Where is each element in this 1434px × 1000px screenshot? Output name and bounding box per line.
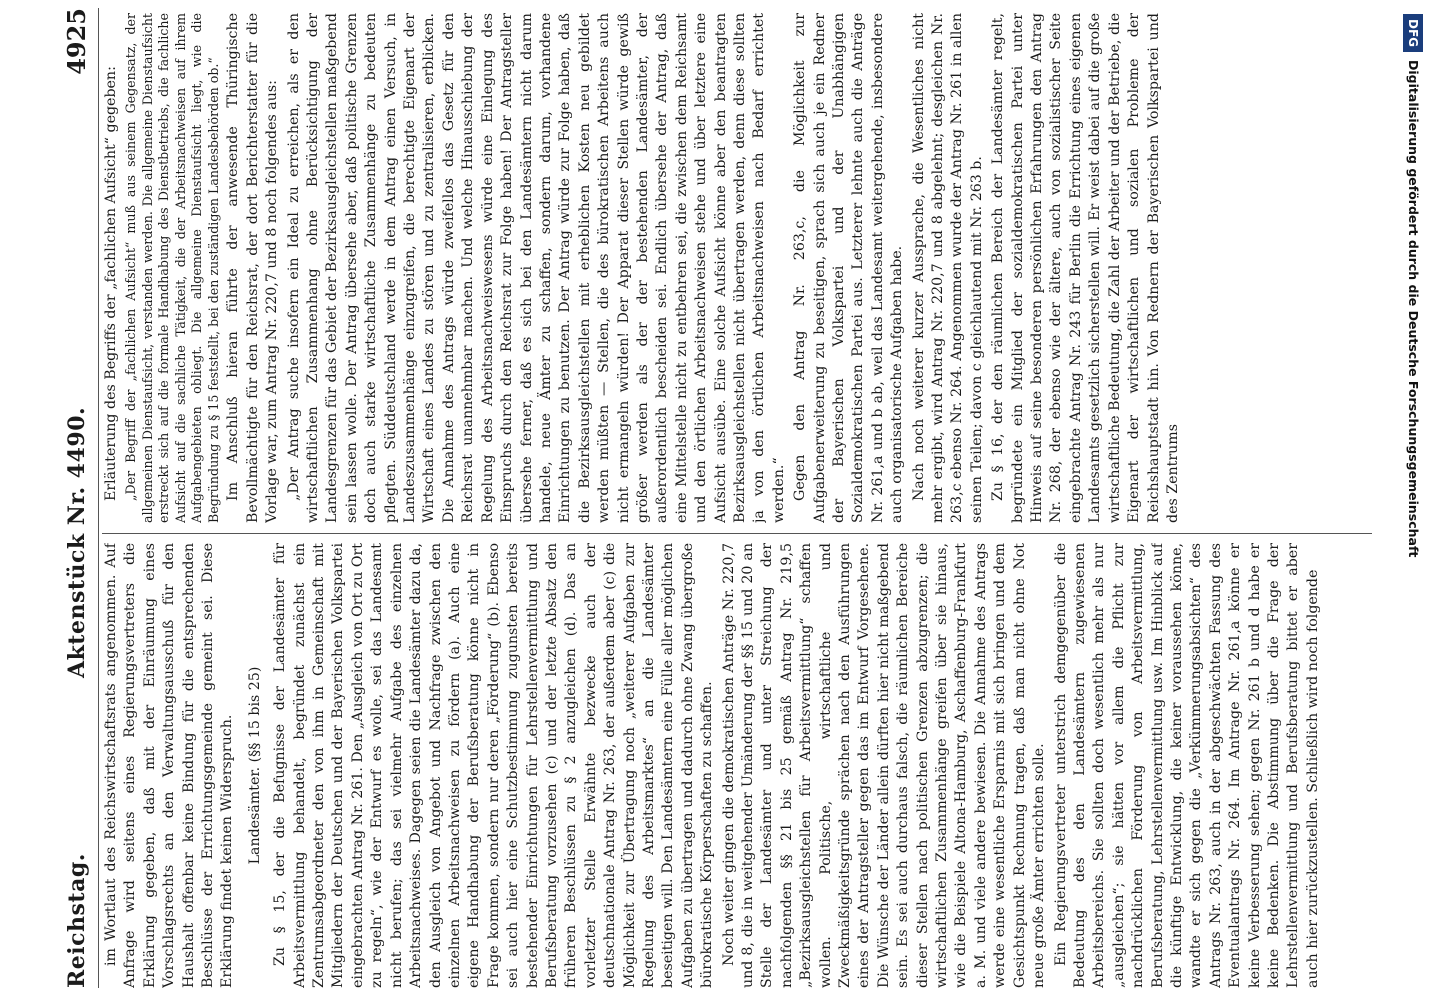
dfg-logo: DFG [1403,14,1423,52]
paragraph: Zu § 16, der den räumlichen Bereich der Landesämter regelt, begründete ein Mitglied der sozialdemokratischen Partei unter Hinweis auf seine besonderen persönlichen Erfahrungen den Antrag Nr. 268, der ebenso wie der ältere, auch von sozialistischer Seite eingebrachte Antrag Nr. 243 für Berlin die Errichtung eines eigenen Landesamts gesetzlich sicherstellen will. Er weist dabei auf die große wirtschaftliche Bedeutung, die Zahl der Arbeiter und der Betriebe, die Eigenart der wirtschaftlichen und sozialen Probleme der Reichshauptstadt hin. Von Rednern der Bayerischen Volkspartei und des Zentrums [990,13,1181,523]
paragraph: Ein Regierungsvertreter unterstrich demgegenüber die Bedeutung des den Landesämtern zugewiesenen Arbeitsbereichs. Sie sollten doch wesentlich mehr als nur „ausgleichen“; sie hätten vor allem die Pflicht zur nachdrücklichen Förderung von Arbeitsvermittlung, Berufsberatung, Lehrstellenvermittlung usw. Im Hinblick auf die künftige Entwicklung, die keiner voraussehen könne, wandte er sich gegen die „Verkümmerungsabsichten“ des Antrags Nr. 263, auch in der abgeschwächten Fassung des Eventualantrags Nr. 264. Im Antrage Nr. 261,a könne er keine Verbesserung sehen; gegen Nr. 261 b und d habe er keine Bedenken. Die Abstimmung über die Frage der Lehrstellenvermittlung und Berufsberatung bittet er aber auch hier zurückzustellen. Schließlich wird noch folgende [1052,543,1321,988]
digitization-credit [1400,14,1430,974]
paragraph: Nach noch weiterer kurzer Aussprache, die Wesentliches nicht mehr ergibt, wird Antrag Nr. 220,7 und 8 abgelehnt; desgleichen Nr. 263,c ebenso Nr. 264. Angenommen wurde der Antrag Nr. 261 in allen seinen Teilen; davon c gleichlautend mit Nr. 263 b. [910,13,985,523]
quoted-definition: „Der Begriff der „fachlichen Aufsicht“ muß aus seinem Gegensatz, der allgemeinen Dienstaufsicht, verstanden werden. Die allgemeine Dienstaufsicht erstreckt sich auf die formale Handhabung des Dienstbetriebs, die fachliche Aufsicht auf die sachliche Tätigkeit, die der Arbeitsnachweisen auf ihrem Aufgabengebieten obliegt. Die allgemeine Dienstaufsicht liegt, wie die Begründung zu § 15 feststellt, bei den zuständigen Landesbehörden ob.“ [123,13,221,523]
paragraph: Im Anschluß hieran führte der anwesende Thüringische Bevollmächtigte für den Reichsrat, der dort Berichterstatter für die Vorlage war, zum Antrag Nr. 220,7 und 8 noch folgendes aus: [225,13,281,523]
paragraph: im Wortlaut des Reichswirtschaftsrats angenommen. Auf Anfrage wird seitens eines Regierungsvertreters die Erklärung gegeben, daß mit der Einräumung eines Vorschlagsrechts an den Verwaltungsausschuß für den Haushalt offenbar keine Bindung für die entsprechenden Beschlüsse der Errichtungsgemeinde gemeint sei. Diese Erklärung findet keinen Widerspruch. [103,543,236,988]
paragraph: Erläuterung des Begriffs der „fachlichen Aufsicht“ gegeben: [103,66,119,501]
page-number: 4925 [62,8,91,75]
paragraph: Gegen den Antrag Nr. 263,c, die Möglichkeit zur Aufgabenerweiterung zu beseitigen, sprach sich auch je ein Redner der Bayerischen Volkspartei und der Unabhängigen Sozialdemokratischen Partei aus. Letzterer lehnte auch die Anträge Nr. 261,a und b ab, weil das Landesamt weitergehende, insbesondere auch organisatorische Aufgaben habe. [792,13,906,523]
left-column [102,543,1382,988]
paragraph: Noch weiter gingen die demokratischen Anträge Nr. 220,7 und 8, die in weitgehender Umänderung der §§ 15 und 20 an Stelle der Landesämter und unter Streichung der nachfolgenden §§ 21 bis 25 gemäß Antrag Nr. 219,5 „Bezirksausgleichstellen für Arbeitsvermittlung“ schaffen wollen. Politische, wirtschaftliche und Zweckmäßigkeitsgründe sprächen nach den Ausführungen eines der Antragsteller gegen das im Entwurf Vorgesehene. Die Wünsche der Länder allein dürften hier nicht maßgebend sein. Es sei auch durchaus falsch, die räumlichen Bereiche dieser Stellen nach politischen Grenzen abzugrenzen; die wirtschaftlichen Zusammenhänge greifen über sie hinaus, wie die Beispiele Altona-Hamburg, Aschaffenburg-Frankfurt a. M. und viele andere bewiesen. Die Annahme des Antrags werde eine wesentliche Ersparnis mit sich bringen und dem Gesichtspunkt Rechnung tragen, daß man nicht ohne Not neue große Ämter errichten solle. [720,543,1048,988]
section-heading: Landesämter. (§§ 15 bis 25) [246,666,263,865]
header-reichstag: Reichstag. [64,853,90,988]
column-divider [102,533,1372,534]
rotated-document-page [58,8,1388,988]
funding-note: Digitalisierung gefördert durch die Deutsche Forschungsgemeinschaft [1406,60,1421,558]
right-column [102,13,1382,523]
paragraph: „Der Antrag suche insofern ein Ideal zu erreichen, als er den wirtschaftlichen Zusammenhang ohne Berücksichtigung der Landesgrenzen für das Gebiet der Bezirksausgleichstellen maßgebend sein lassen wolle. Der Antrag übersehe aber, daß politische Grenzen doch auch starke wirtschaftliche Zusammenhänge zu bedeuten pflegten. Süddeutschland werde in dem Antrag einen Versuch, in Landeszusammenhänge einzugreifen, die berechtigte Eigenart der Wirtschaft eines Landes zu stören und zu zentralisieren, erblicken. Die Annahme des Antrags würde zweifellos das Gesetz für den Reichsrat unannehmbar machen. Und welche Hinausschiebung der Regelung des Arbeitsnachweiswesens würde eine Einlegung des Einspruchs durch den Reichsrat zur Folge haben! Der Antragsteller übersehe ferner, daß es sich bei den Landesämtern nicht darum handele, neue Ämter zu schaffen, sondern darum, vorhandene Einrichtungen zu benutzen. Der Antrag würde zur Folge haben, daß die Bezirksausgleichstellen mit erheblichen Kosten neu gebildet werden müßten — Stellen, die des bürokratischen Arbeitens auch nicht ermangeln würden! Der Apparat dieser Stellen würde gewiß größer werden als der der bestehenden Landesämter, der außerordentlich bescheiden sei. Endlich übersehe der Antrag, daß eine Mittelstelle nicht zu entbehren sei, die zwischen dem Reichsamt und den örtlichen Arbeitsnachweisen stehe und über letztere eine Aufsicht ausübe. Eine solche Aufsicht könne aber den beantragten Bezirksausgleichstellen nicht übertragen werden, denn diese sollten ja von den örtlichen Arbeitsnachweisen nach Bedarf errichtet werden.“ [285,13,787,523]
header-rule [98,8,99,988]
paragraph: Zu § 15, der die Befugnisse der Landesämter für Arbeitsvermittlung behandelt, begründet zunächst ein Zentrumsabgeordneter den von ihm in Gemeinschaft mit Mitgliedern der Deutschen und der Bayerischen Volkspartei eingebrachten Antrag Nr. 261. Den „Ausgleich von Ort zu Ort zu regeln“, wie der Entwurf es wolle, sei das Landesamt nicht berufen; das sei vielmehr Aufgabe des einzelnen Arbeitsnachweises. Dagegen seien die Landesämter dazu da, den Ausgleich von Angebot und Nachfrage zwischen den einzelnen Arbeitsnachweisen zu fördern (a). Auch eine eigene Handhabung der Berufsberatung könne nicht in Frage kommen, sondern nur deren „Förderung“ (b). Ebenso sei auch hier eine Schutzbestimmung zugunsten bereits bestehender Einrichtungen für Lehrstellenvermittlung und Berufsberatung vorzusehen (c) und der letzte Absatz den früheren Beschlüssen zu § 2 anzugleichen (d). Das an vorletzter Stelle Erwähnte bezwecke auch der deutschnationale Antrag Nr. 263, der außerdem aber (c) die Möglichkeit zur Übertragung noch „weiterer Aufgaben zur Regelung des Arbeitsmarktes“ an die Landesämter beseitigen will. Den Landesämtern eine Fülle aller möglichen Aufgaben zu übertragen und dadurch ohne Zwang übergroße bürokratische Körperschaften zu schaffen. [272,543,716,988]
page-header [58,8,96,988]
header-document-title: Aktenstück Nr. 4490. [64,406,90,678]
